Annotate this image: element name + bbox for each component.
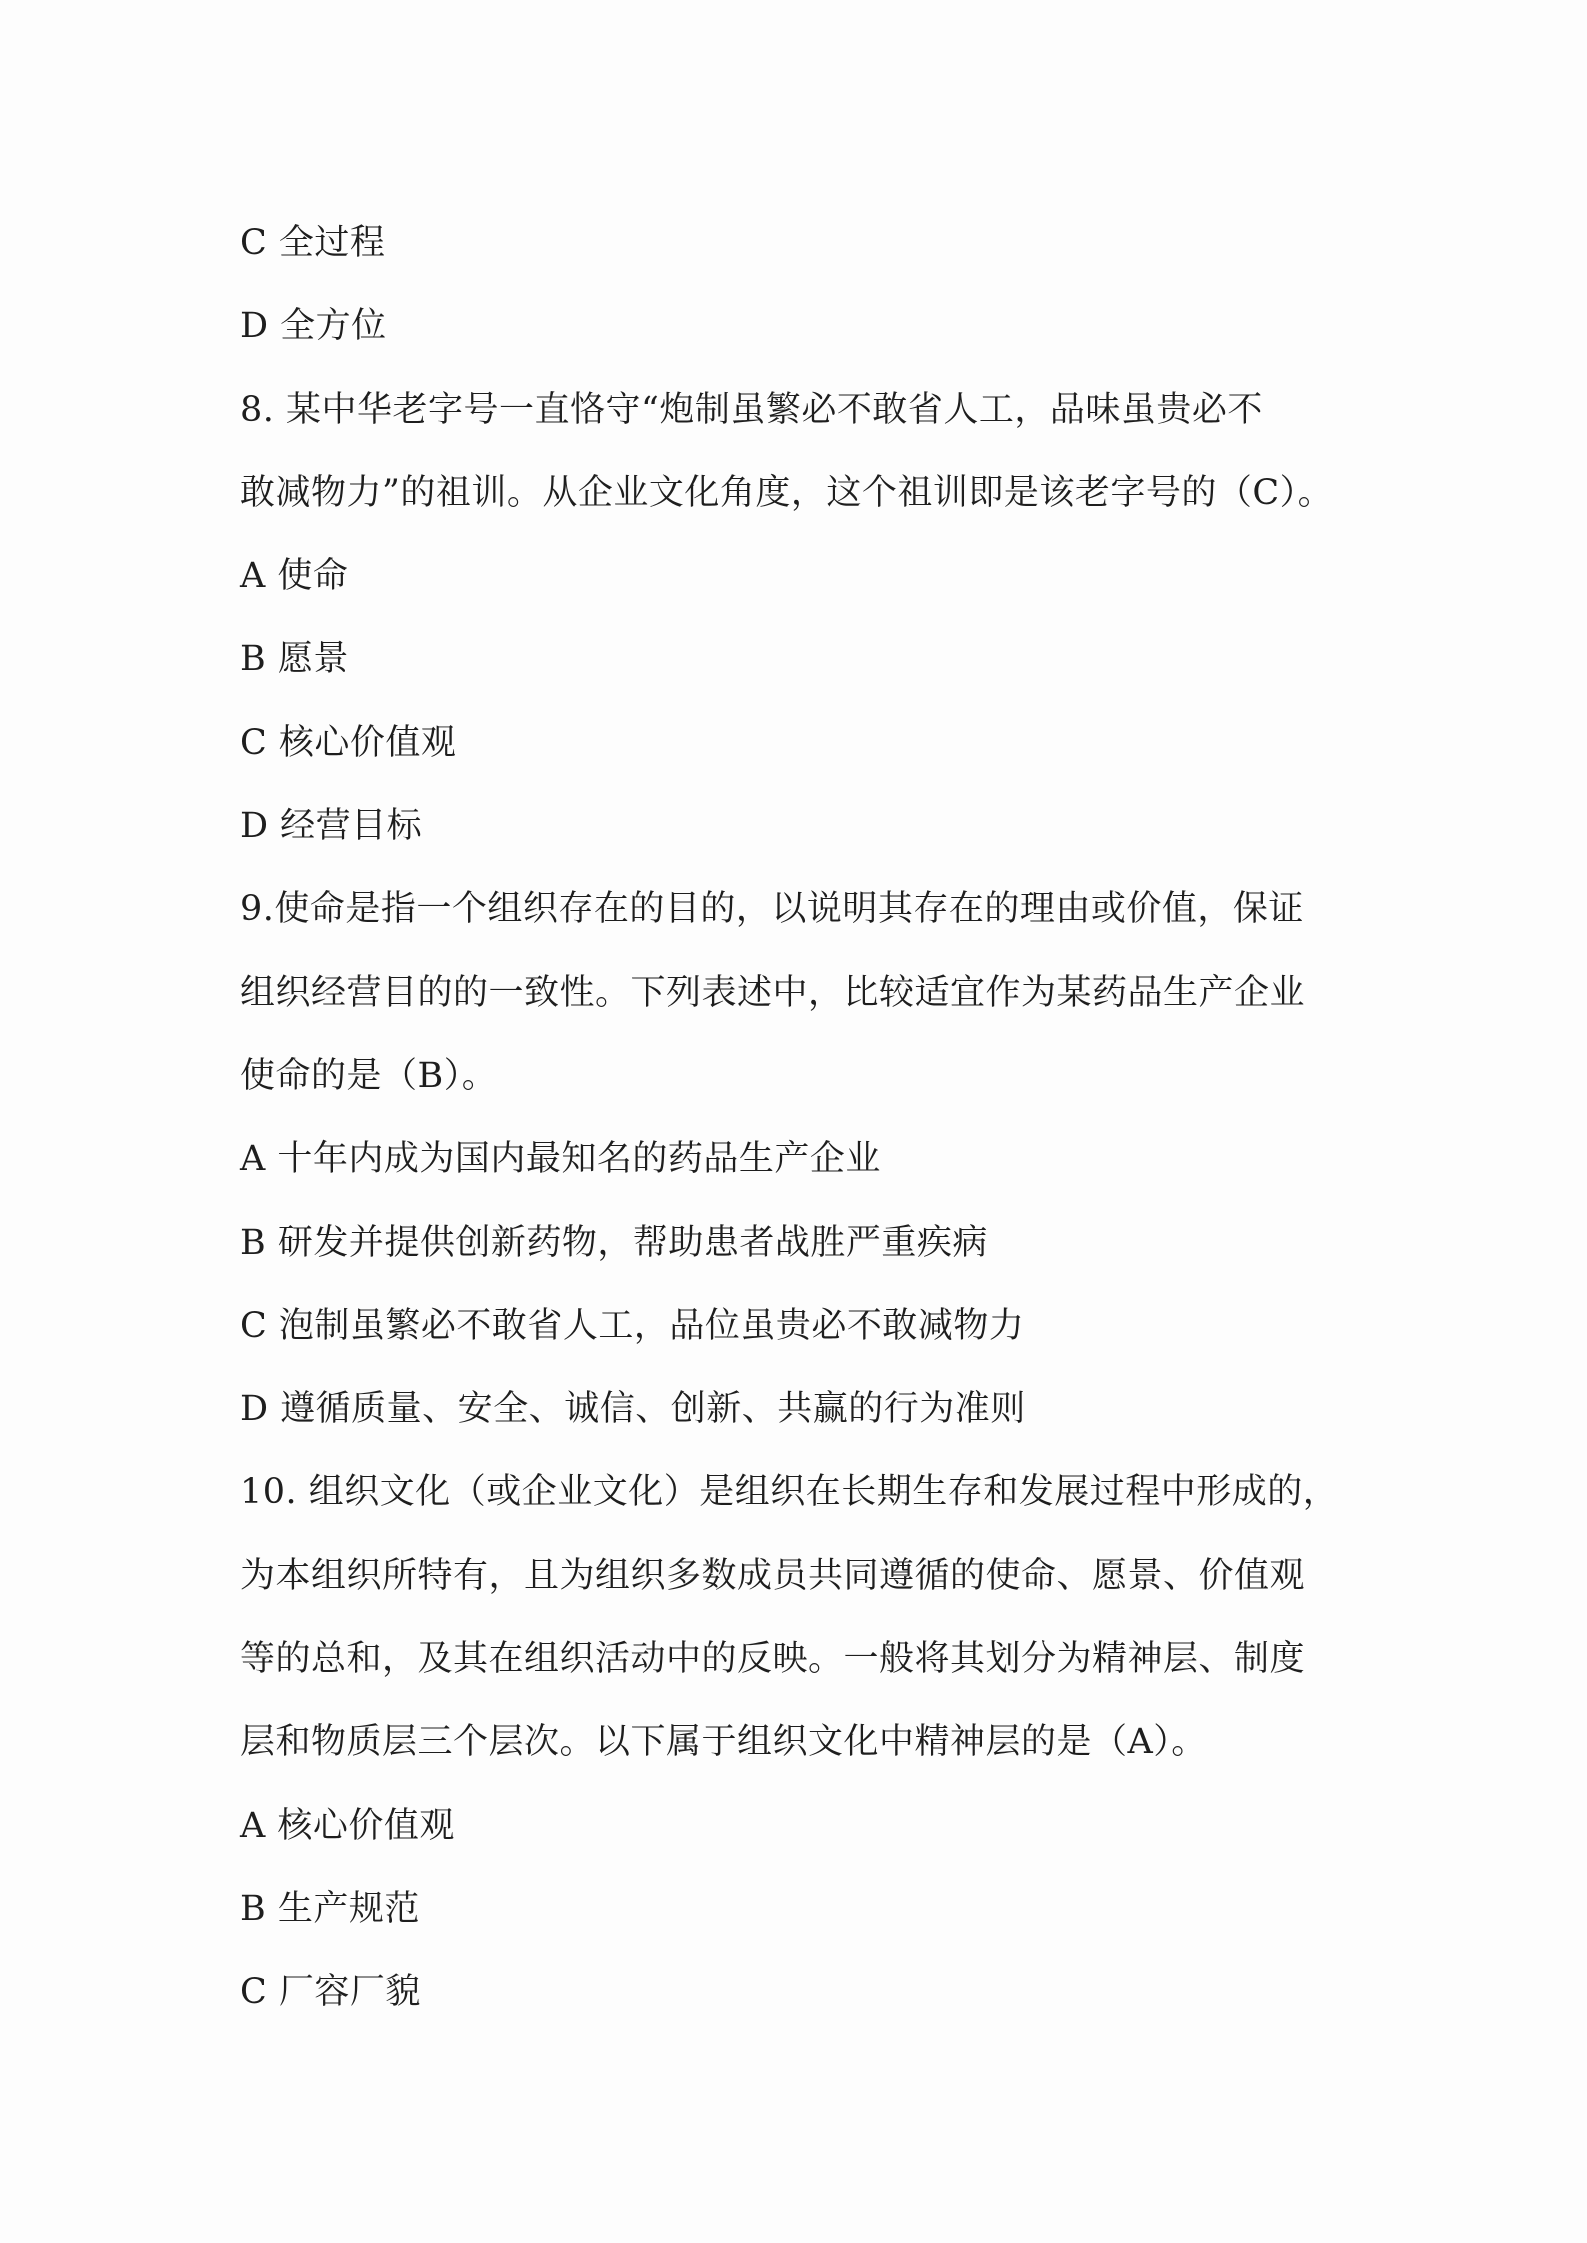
document-body bbox=[240, 202, 1370, 2035]
question-9-line-1: 9.使命是指一个组织存在的目的，以说明其存在的理由或价值，保证 bbox=[240, 889, 1304, 930]
q9-option-a: A 十年内成为国内最知名的药品生产企业 bbox=[240, 1139, 881, 1180]
q8-option-b: B 愿景 bbox=[240, 639, 349, 680]
q9-option-c: C 泡制虽繁必不敢省人工，品位虽贵必不敢减物力 bbox=[240, 1305, 1025, 1346]
q10-option-a: A 核心价值观 bbox=[240, 1805, 455, 1846]
q9-option-d: D 遵循质量、安全、诚信、创新、共赢的行为准则 bbox=[240, 1389, 1026, 1430]
q8-option-d: D 经营目标 bbox=[240, 806, 423, 847]
question-9-line-2: 组织经营目的的一致性。下列表述中，比较适宜作为某药品生产企业 bbox=[240, 972, 1306, 1013]
q8-option-a: A 使命 bbox=[240, 556, 349, 597]
question-10-line-1: 10. 组织文化（或企业文化）是组织在长期生存和发展过程中形成的， bbox=[240, 1472, 1339, 1513]
question-10-line-4: 层和物质层三个层次。以下属于组织文化中精神层的是（A）。 bbox=[240, 1722, 1207, 1763]
question-10-line-2: 为本组织所特有，且为组织多数成员共同遵循的使命、愿景、价值观 bbox=[240, 1555, 1306, 1596]
q10-option-b: B 生产规范 bbox=[240, 1888, 420, 1929]
option-d-prev: D 全方位 bbox=[240, 306, 387, 347]
question-10-line-3: 等的总和，及其在组织活动中的反映。一般将其划分为精神层、制度 bbox=[240, 1639, 1306, 1680]
question-9-line-3: 使命的是（B）。 bbox=[240, 1055, 498, 1096]
q8-option-c: C 核心价值观 bbox=[240, 722, 457, 763]
option-c-prev: C 全过程 bbox=[240, 223, 386, 263]
question-8-line-2: 敢减物力”的祖训。从企业文化角度，这个祖训即是该老字号的（C）。 bbox=[240, 472, 1334, 513]
q9-option-b: B 研发并提供创新药物，帮助患者战胜严重疾病 bbox=[240, 1222, 988, 1263]
question-8-line-1: 8. 某中华老字号一直恪守“炮制虽繁必不敢省人工，品味虽贵必不 bbox=[240, 389, 1263, 430]
q10-option-c: C 厂容厂貌 bbox=[240, 1972, 421, 2013]
